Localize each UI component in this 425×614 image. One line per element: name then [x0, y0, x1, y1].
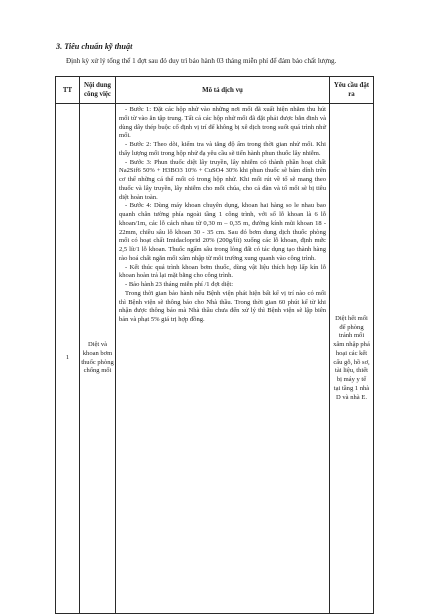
header-description: Mô tả dịch vụ [116, 77, 330, 104]
table-row [56, 104, 374, 614]
header-requirement: Yêu cầu đặt ra [330, 77, 374, 104]
row-requirement: Diệt hết mối để phòng tránh mối xâm nhập phá hoại các kết cấu gỗ, hồ sơ, tài liệu, thiết bị máy y tế tại tầng 1 nhà D và nhà E. [330, 104, 374, 614]
section-heading: 3. Tiêu chuẩn kỹ thuật [56, 42, 133, 51]
description-step-2: - Bước 2: Theo dõi, kiểm tra và tăng độ ẩm trong thời gian nhử mối. Khi thấy lượng mối trong hộp nhử đạ yêu cầu sẽ tiến hành phun thuốc lây nhiễm. [119, 141, 326, 157]
row-tt: 1 [56, 104, 80, 614]
header-content: Nội dung công việc [80, 77, 116, 104]
row-content: Diệt và khoan bơm thuốc phòng chống mối [80, 104, 116, 614]
description-warranty: - Bảo hành 23 tháng miễn phí /1 đợt diệt: [125, 281, 234, 288]
service-table [55, 76, 374, 614]
row-description [116, 104, 330, 614]
table-header-row [56, 77, 374, 104]
description-step-4: - Bước 4: Dùng máy khoan chuyên dụng, khoan hai hàng so le nhau bao quanh chân tường phía ngoài tầng 1 công trình, với số lỗ khoan là 6 lỗ khoan/1m, các lỗ cách nhau từ 0,30 m – 0,35 m, đường kính mũi khoan 18 - 22mm, chiều sâu lỗ khoan 30 - 35 cm. Sau đó bơm dung dịch thuốc phòng mối có hoạt chất Imidacloprid 20% (200g/lít) xuống các lỗ khoan, định mức 2,5 lít/1 lỗ khoan. Thuốc ngấm sâu trong lòng đất có tác dụng tạo thành hàng rào hoá chất ngăn mối xâm nhập từ môi trường xung quanh vào công trình. [119, 202, 326, 262]
description-step-1: - Bước 1: Đặt các hộp nhử vào những nơi mối đã xuất hiện nhằm thu hút mối từ vào ăn tập trung. Tất cả các hộp nhử mối đã đặt phải được bắn đinh và dùng dây thép buộc cố định vị trí để không bị xê dịch trong suốt quá trình nhử mối. [119, 106, 326, 140]
section-intro: Định kỳ xử lý tổng thể 1 đợt sau đó duy trì bảo hành 03 tháng miễn phí để đảm bảo chất lượng. [66, 57, 337, 65]
description-step-3: - Bước 3: Phun thuốc diệt lây truyền, lây nhiễm có thành phần hoạt chất Na2Sif6 50% + H3BO3 10% + CuSO4 30% khi phun thuốc sẽ bám dính trên cơ thể những cá thể mối có trong hộp nhử. Khi mối rút về tổ sẽ mang theo thuốc và lây truyền, lây nhiễm cho mối chúa, cho cả đàn và tổ mối sẽ bị tiêu diệt hoàn toàn. [119, 158, 326, 201]
header-tt: TT [56, 77, 80, 104]
description-finish: - Kết thúc quá trình khoan bơm thuốc, dùng vật liệu thích hợp lấp kín lỗ khoan hoàn trả lại mặt bằng cho công trình. [119, 263, 326, 280]
description-warranty-terms: Trong thời gian bảo hành nếu Bệnh viện phát hiện bất kể vị trí nào có mối thì Bệnh viện sẽ thông báo cho Nhà thầu. Trong thời gian 60 phút kể từ khi nhận được thông báo mà Nhà thầu chưa đến xử lý thì Bệnh viện sẽ lập biên bản và phạt 5% giá trị hợp đồng. [119, 289, 326, 323]
